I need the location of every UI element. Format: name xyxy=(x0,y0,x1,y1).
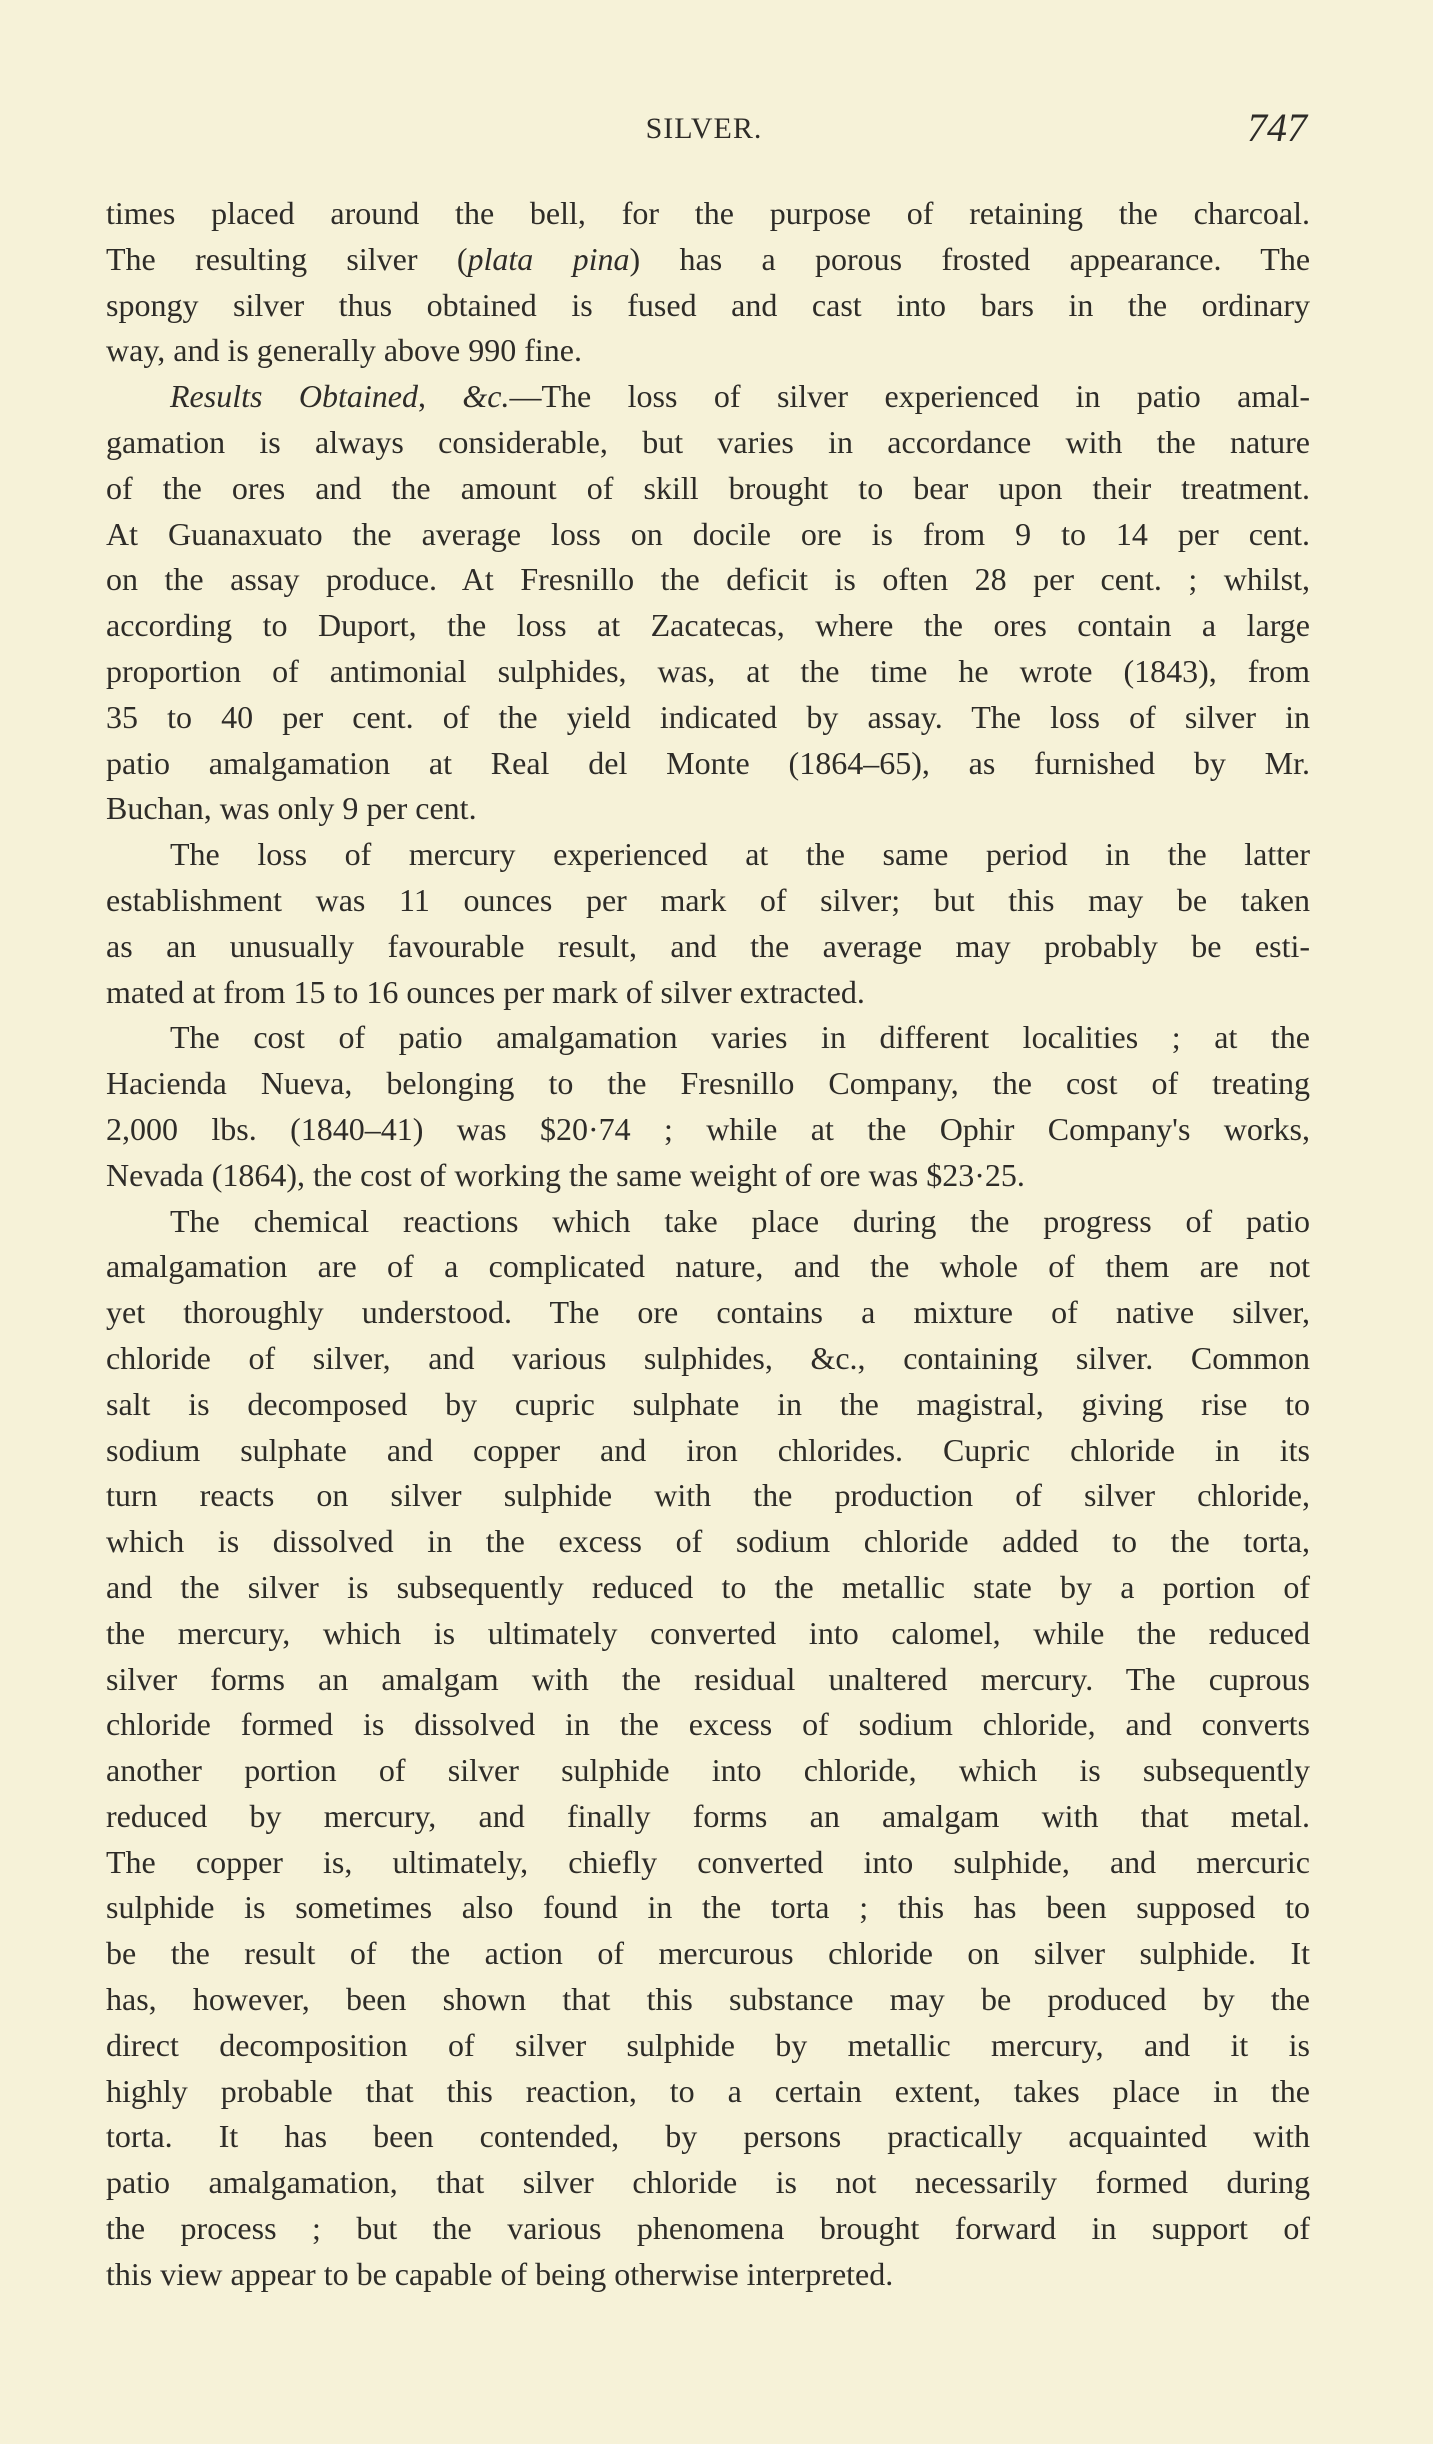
text-span: The copper is, ultimately, chiefly converted into sulphide, and mercuric xyxy=(106,1843,1310,1880)
text-span: according to Duport, the loss at Zacatecas, where the ores contain a large xyxy=(106,607,1310,644)
text-line xyxy=(106,1931,1310,1977)
body-text xyxy=(106,191,1310,2298)
text-span: ) has a porous frosted appearance. The xyxy=(629,240,1311,277)
text-line xyxy=(106,1382,1310,1428)
text-line xyxy=(106,924,1310,970)
text-line xyxy=(106,374,1310,420)
text-span: torta. It has been contended, by persons practically acquainted with xyxy=(106,2118,1310,2155)
text-line xyxy=(106,878,1310,924)
text-line xyxy=(106,1428,1310,1474)
text-line xyxy=(106,1153,1310,1199)
text-span: which is dissolved in the excess of sodium chloride added to the torta, xyxy=(106,1523,1310,1560)
text-span: The loss of mercury experienced at the same period in the latter xyxy=(170,836,1310,873)
text-span: chloride formed is dissolved in the excess of sodium chloride, and converts xyxy=(106,1706,1310,1743)
text-span: chloride of silver, and various sulphides, &c., containing silver. Common xyxy=(106,1339,1310,1376)
text-line xyxy=(106,283,1310,329)
text-span: of the ores and the amount of skill brought to bear upon their treatment. xyxy=(106,469,1310,506)
text-line xyxy=(106,1519,1310,1565)
text-span: Nevada (1864), the cost of working the same weight of ore was $23·25. xyxy=(106,1156,1025,1193)
text-line xyxy=(106,237,1310,283)
text-line xyxy=(106,970,1310,1016)
text-line xyxy=(106,832,1310,878)
text-span: this view appear to be capable of being otherwise interpreted. xyxy=(106,2255,894,2292)
text-line xyxy=(106,1473,1310,1519)
italic-text: Results Obtained xyxy=(170,378,418,415)
text-span: be the result of the action of mercurous chloride on silver sulphide. It xyxy=(106,1935,1310,1972)
text-line xyxy=(106,512,1310,558)
text-line xyxy=(106,1702,1310,1748)
text-line xyxy=(106,1244,1310,1290)
text-span: patio amalgamation, that silver chloride is not necessarily formed during xyxy=(106,2164,1310,2201)
text-line xyxy=(106,191,1310,237)
text-span: yet thoroughly understood. The ore contains a mixture of native silver, xyxy=(106,1294,1310,1331)
text-span: on the assay produce. At Fresnillo the deficit is often 28 per cent. ; whilst, xyxy=(106,561,1310,598)
text-span: the process ; but the various phenomena brought forward in support of xyxy=(106,2210,1310,2247)
text-span: sulphide is sometimes also found in the torta ; this has been supposed to xyxy=(106,1889,1310,1926)
text-line xyxy=(106,603,1310,649)
text-span: Buchan, was only 9 per cent. xyxy=(106,790,477,827)
text-span: sodium sulphate and copper and iron chlorides. Cupric chloride in its xyxy=(106,1431,1310,1468)
text-line xyxy=(106,1290,1310,1336)
text-line xyxy=(106,1794,1310,1840)
text-line xyxy=(106,1977,1310,2023)
text-span: amalgamation are of a complicated nature, and the whole of them are not xyxy=(106,1248,1310,1285)
text-span: times placed around the bell, for the purpose of retaining the charcoal. xyxy=(106,195,1310,231)
text-span: proportion of antimonial sulphides, was, at the time he wrote (1843), from xyxy=(106,652,1310,689)
text-span: spongy silver thus obtained is fused and cast into bars in the ordinary xyxy=(106,286,1310,323)
text-line xyxy=(106,1199,1310,1245)
text-line xyxy=(106,1565,1310,1611)
text-line xyxy=(106,2069,1310,2115)
text-span: The resulting silver ( xyxy=(106,240,468,277)
text-span: direct decomposition of silver sulphide by metallic mercury, and it is xyxy=(106,2026,1310,2063)
text-span: Hacienda Nueva, belonging to the Fresnillo Company, the cost of treating xyxy=(106,1065,1310,1102)
text-line xyxy=(106,557,1310,603)
text-line xyxy=(106,741,1310,787)
text-span: —The loss of silver experienced in patio amal- xyxy=(509,378,1310,415)
text-line xyxy=(106,786,1310,832)
text-line xyxy=(106,2114,1310,2160)
text-line xyxy=(106,1107,1310,1153)
text-span: reduced by mercury, and finally forms an amalgam with that metal. xyxy=(106,1797,1310,1834)
text-line xyxy=(106,1657,1310,1703)
text-line xyxy=(106,1748,1310,1794)
text-span: another portion of silver sulphide into chloride, which is subsequently xyxy=(106,1752,1310,1789)
text-line xyxy=(106,1611,1310,1657)
text-span: salt is decomposed by cupric sulphate in the magistral, giving rise to xyxy=(106,1385,1310,1422)
italic-text: &c. xyxy=(462,378,510,415)
text-span: mated at from 15 to 16 ounces per mark of silver extracted. xyxy=(106,973,865,1010)
italic-text: plata pina xyxy=(467,240,630,277)
text-span: gamation is always considerable, but varies in accordance with the nature xyxy=(106,423,1310,460)
text-line xyxy=(106,2206,1310,2252)
text-line xyxy=(106,1336,1310,1382)
text-span: 35 to 40 per cent. of the yield indicated by assay. The loss of silver in xyxy=(106,698,1310,735)
text-line xyxy=(106,420,1310,466)
text-span: the mercury, which is ultimately converted into calomel, while the reduced xyxy=(106,1614,1310,1651)
text-span: way, and is generally above 990 fine. xyxy=(106,332,582,369)
text-line xyxy=(106,2023,1310,2069)
text-line xyxy=(106,1015,1310,1061)
text-line xyxy=(106,466,1310,512)
text-span: , xyxy=(417,378,463,415)
text-line xyxy=(106,2160,1310,2206)
text-line xyxy=(106,2252,1310,2298)
text-span: turn reacts on silver sulphide with the production of silver chloride, xyxy=(106,1477,1310,1514)
text-span: The cost of patio amalgamation varies in different localities ; at the xyxy=(170,1019,1310,1056)
running-title: SILVER. xyxy=(645,112,763,145)
text-span: as an unusually favourable result, and the average may probably be esti- xyxy=(106,927,1310,964)
text-span: The chemical reactions which take place during the progress of patio xyxy=(170,1202,1310,1239)
text-span: patio amalgamation at Real del Monte (1864–65), as furnished by Mr. xyxy=(106,744,1310,781)
page-number: 747 xyxy=(1247,105,1307,150)
text-span: At Guanaxuato the average loss on docile ore is from 9 to 14 per cent. xyxy=(106,515,1310,552)
text-span: silver forms an amalgam with the residual unaltered mercury. The cuprous xyxy=(106,1660,1310,1697)
text-line xyxy=(106,649,1310,695)
text-span: establishment was 11 ounces per mark of silver; but this may be taken xyxy=(106,881,1310,918)
text-span: has, however, been shown that this substance may be produced by the xyxy=(106,1981,1310,2018)
text-span: and the silver is subsequently reduced to the metallic state by a portion of xyxy=(106,1568,1310,1605)
text-line xyxy=(106,1840,1310,1886)
text-line xyxy=(106,328,1310,374)
text-line xyxy=(106,1061,1310,1107)
text-span: highly probable that this reaction, to a certain extent, takes place in the xyxy=(106,2072,1310,2109)
text-line xyxy=(106,1885,1310,1931)
text-line xyxy=(106,695,1310,741)
text-span: 2,000 lbs. (1840–41) was $20·74 ; while at the Ophir Company's works, xyxy=(106,1110,1310,1147)
